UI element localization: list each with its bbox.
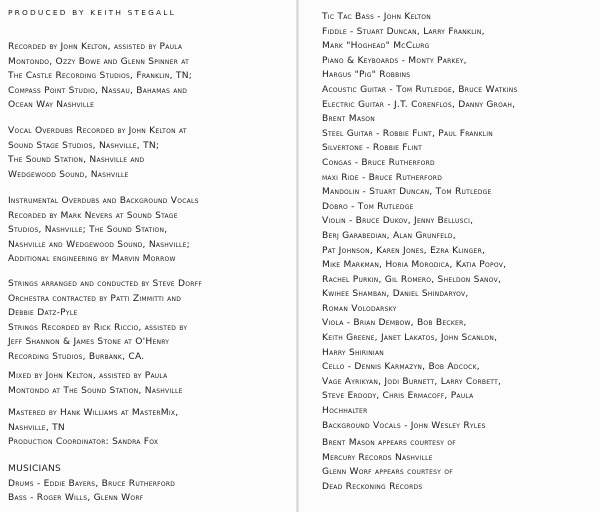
credit-block-musicians (8, 462, 175, 506)
credit-block-vocal-overdubs (8, 124, 187, 182)
credit-line: Rachel Purkin, Gil Romero, Sheldon Sanov, (322, 274, 502, 285)
credit-line: Berj Garabedian, Alan Grunfeld, (322, 230, 456, 241)
credit-line: Orchestra contracted by Patti Zimmitti and (8, 293, 182, 304)
credit-line: maxi Ride - Bruce Rutherford (322, 172, 443, 183)
credit-line: The Castle Recording Studios, Franklin, TN; (8, 71, 193, 82)
credit-line: Silvertone - Robbie Flint (322, 143, 423, 154)
credit-line: Piano & Keyboards - Monty Parkey, (322, 55, 467, 66)
credit-block-mixing (8, 369, 183, 398)
credit-line: Wedgewood Sound, Nashville (8, 169, 129, 180)
credit-line: Keith Greene, Janet Lakatos, John Scanlon, (322, 333, 498, 344)
credit-line: Bass - Roger Wills, Glenn Worf (8, 493, 144, 504)
credit-line: Ocean Way Nashville (8, 100, 95, 111)
credit-line: Mike Markman, Horia Morodica, Katia Popov, (322, 260, 507, 271)
courtesy-line: Mercury Records Nashville (322, 452, 433, 463)
credit-line: Vage Ayrikyan, Jodi Burnett, Larry Corbett, (322, 376, 502, 387)
credit-line: Electric Guitar - J.T. Corenflos, Danny Groah, (322, 99, 516, 110)
credit-line: Dobro - Tom Rutledge (322, 201, 414, 212)
credit-line: Acoustic Guitar - Tom Rutledge, Bruce Watkins (322, 84, 518, 95)
credit-line: Pat Johnson, Karen Jones, Ezra Klinger, (322, 245, 486, 256)
credit-line: Viola - Brian Dembow, Bob Becker, (322, 318, 467, 329)
credit-line: Hargus "Pig" Robbins (322, 70, 411, 81)
credit-line: Vocal Overdubs Recorded by John Kelton at (8, 126, 187, 136)
credit-line: Montondo, Ozzy Bowe and Glenn Spinner at (8, 56, 190, 67)
credit-line: Instrumental Overdubs and Background Vocals (8, 196, 199, 206)
courtesy-line: Brent Mason appears courtesy of (322, 438, 456, 448)
section-heading-musicians: MUSICIANS (8, 464, 62, 474)
credit-line: Background Vocals - John Wesley Ryles (322, 420, 486, 431)
credit-line: Nashville, TN (8, 422, 65, 433)
producer-credit: PRODUCED BY KEITH STEGALL (8, 8, 176, 17)
credit-line: Roman Volodarsky (322, 303, 397, 314)
credit-line: Tic Tac Bass - John Kelton (322, 12, 432, 22)
credit-line: Hochhalter (322, 406, 368, 417)
credit-block-recording (8, 40, 192, 113)
credit-line: Congas - Bruce Rutherford (322, 157, 435, 168)
credit-line: Mastered by Hank Williams at MasterMix, (8, 408, 179, 418)
credit-line: Strings arranged and conducted by Steve Dorff (8, 279, 203, 289)
credit-line: Recorded by John Kelton, assisted by Paula (8, 42, 183, 52)
credit-block-mastering (8, 406, 178, 450)
credit-line: Steve Erdody, Chris Ermacoff, Paula (322, 391, 474, 402)
credit-line: Strings Recorded by Rick Riccio, assisted by (8, 322, 188, 333)
credit-line: Violin - Bruce Dukov, Jenny Bellusci, (322, 216, 474, 227)
credit-line: Sound Stage Studios, Nashville, TN; (8, 140, 160, 151)
credit-line: Fiddle - Stuart Duncan, Larry Franklin, (322, 26, 485, 37)
credit-line: Jeff Shannon & James Stone at O'Henry (8, 337, 170, 348)
credit-line: Production Coordinator: Sandra Fox (8, 437, 159, 448)
credit-line: Kwihee Shamban, Daniel Shindaryov, (322, 289, 469, 300)
credit-line: Additional engineering by Marvin Morrow (8, 254, 176, 265)
credit-line: Recorded by Mark Nevers at Sound Stage (8, 210, 178, 221)
page-fold (296, 0, 299, 512)
credit-line: Brent Mason (322, 114, 375, 125)
courtesy-line: Glenn Worf appears courtesy of (322, 467, 453, 478)
credit-line: Nashville and Wedgewood Sound, Nashville; (8, 239, 190, 250)
credit-line: Studios, Nashville; The Sound Station, (8, 225, 168, 236)
credit-line: Mixed by John Kelton, assisted by Paula (8, 371, 168, 381)
musician-credits (322, 10, 518, 433)
credit-line: Mandolin - Stuart Duncan, Tom Rutledge (322, 187, 492, 198)
credit-line: Drums - Eddie Bayers, Bruce Rutherford (8, 478, 176, 489)
credit-line: Harry Shirinian (322, 347, 385, 358)
credit-line: Cello - Dennis Karmazyn, Bob Adcock, (322, 362, 480, 373)
credit-line: The Sound Station, Nashville and (8, 155, 145, 166)
credit-line: Compass Point Studio, Nassau, Bahamas and (8, 85, 188, 96)
credit-line: Mark "Hoghead" McClurg (322, 41, 430, 52)
credit-line: Debbie Datz-Pyle (8, 308, 78, 319)
courtesy-line: Dead Reckoning Records (322, 481, 423, 492)
credit-line: Steel Guitar - Robbie Flint, Paul Franklin (322, 128, 493, 139)
credit-block-instrumental-overdubs (8, 194, 199, 267)
credit-line: Recording Studios, Burbank, CA. (8, 351, 145, 362)
courtesy-notes (322, 436, 456, 494)
credit-block-strings (8, 277, 202, 365)
credit-line: Montondo at The Sound Station, Nashville (8, 385, 183, 396)
